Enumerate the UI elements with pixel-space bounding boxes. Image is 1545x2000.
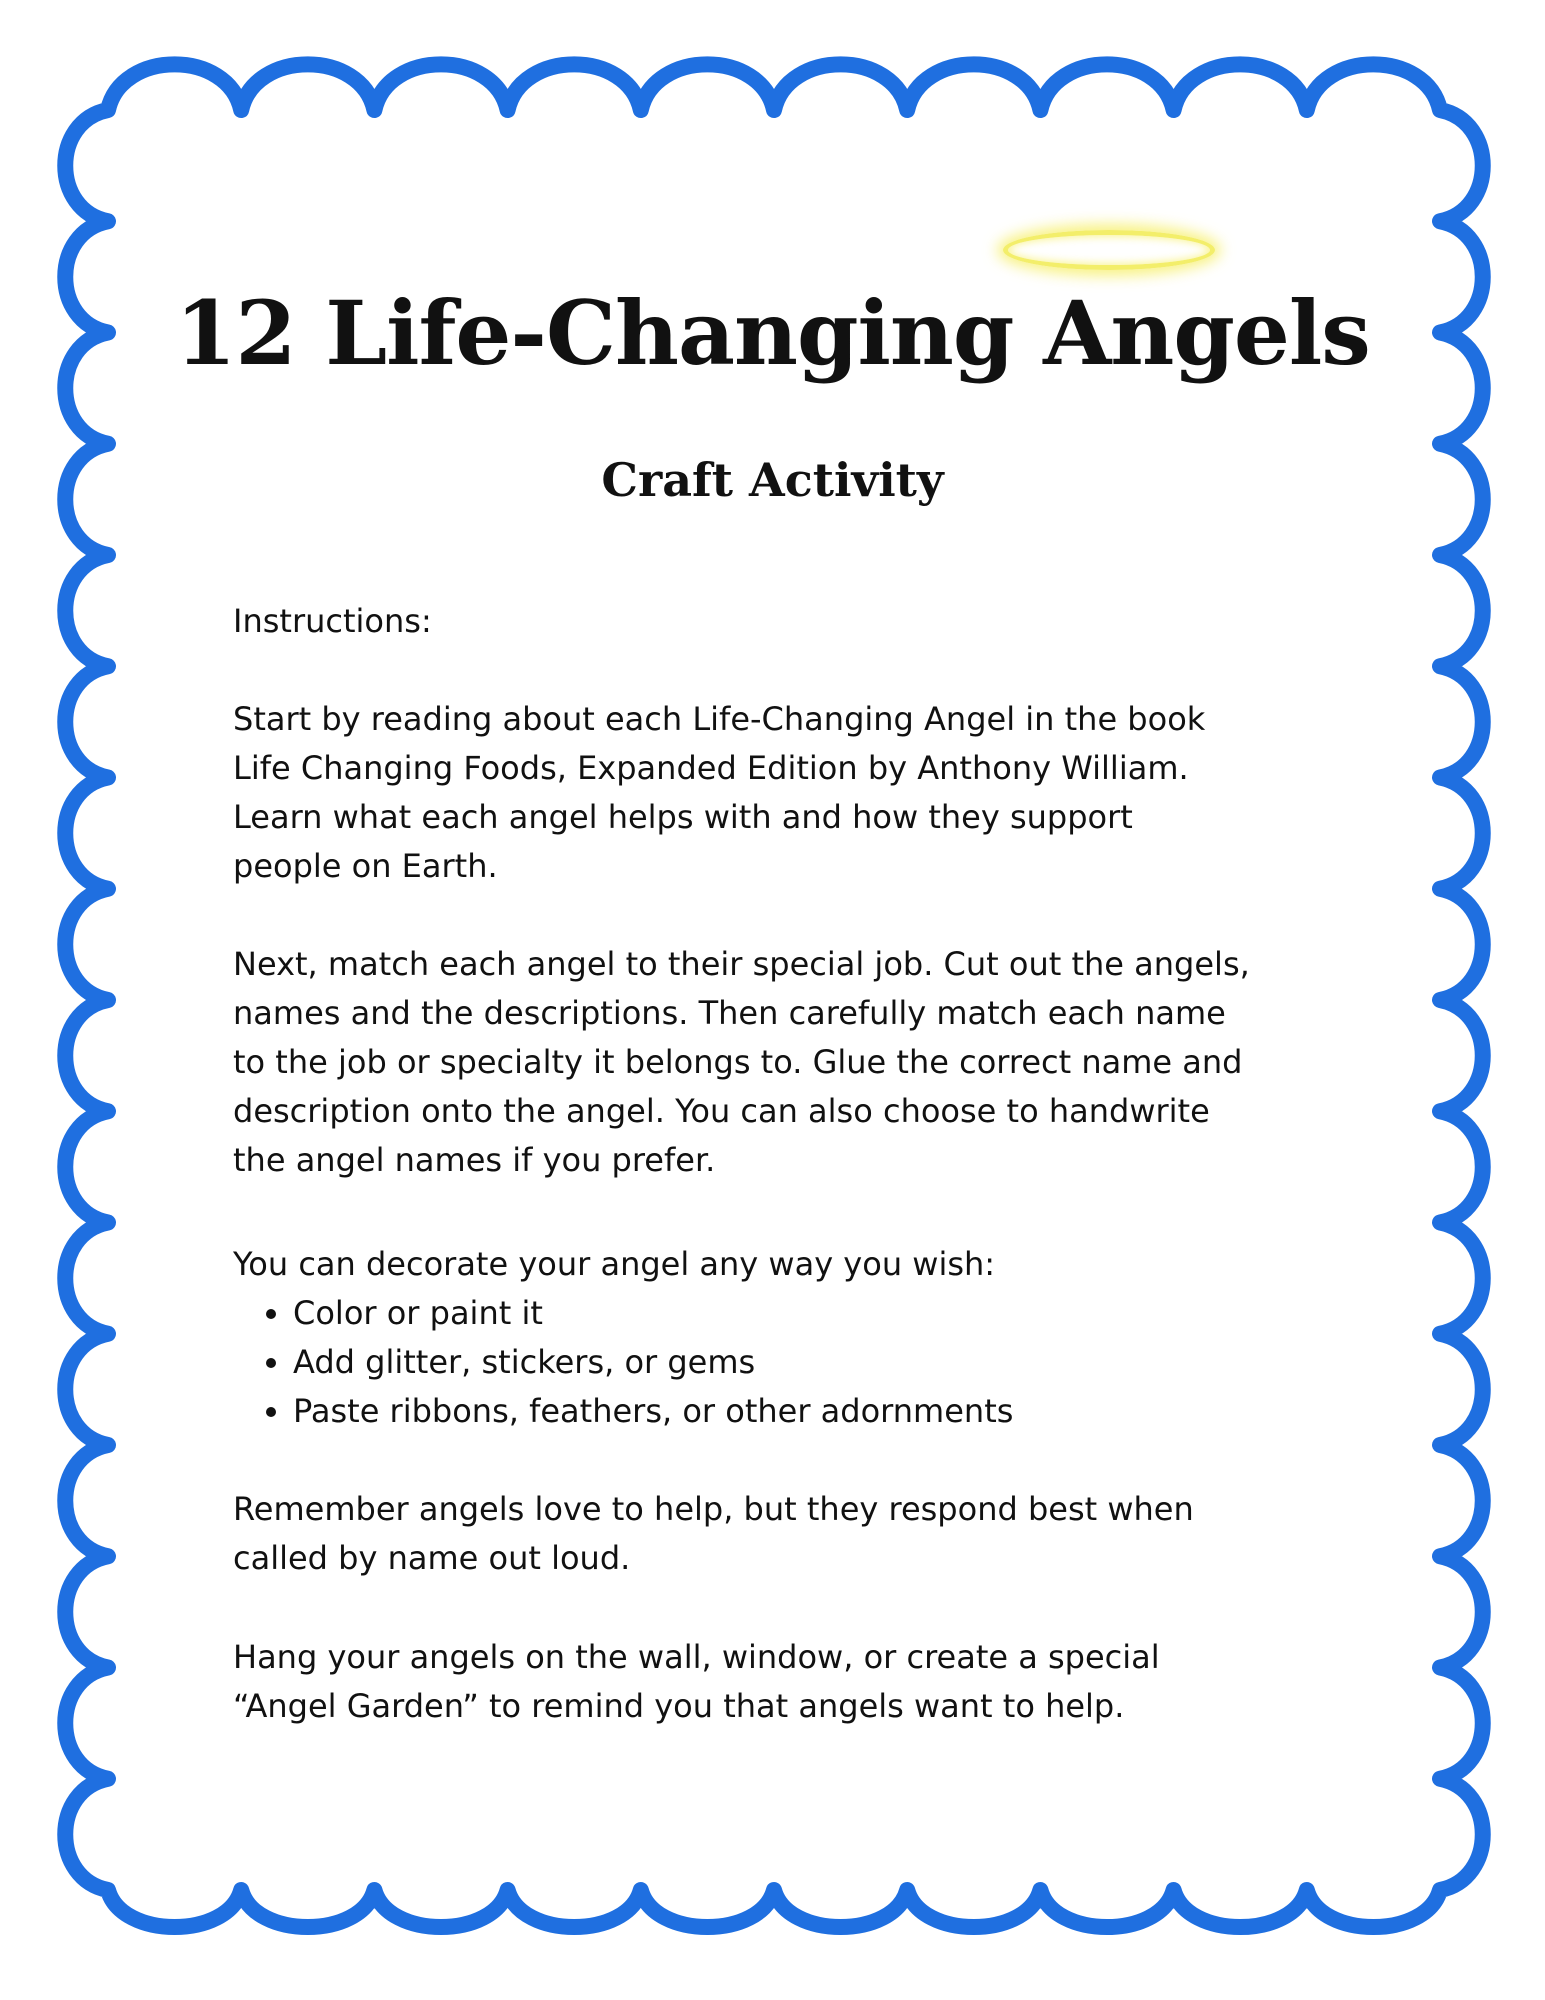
page-subtitle: Craft Activity <box>601 453 944 507</box>
paragraph-call-by-name <box>233 1485 1333 1583</box>
list-item: • Add glitter, stickers, or gems <box>293 1338 1013 1387</box>
paragraph-line: Learn what each angel helps with and how they support <box>233 798 1133 836</box>
paragraph-line: “Angel Garden” to remind you that angels want to help. <box>233 1687 1125 1725</box>
paragraph-line: names and the descriptions. Then carefully match each name <box>233 994 1226 1032</box>
paragraph-hang-angels <box>233 1633 1333 1731</box>
paragraph-line: to the job or specialty it belongs to. Glue the correct name and <box>233 1043 1243 1081</box>
paragraph-line: people on Earth. <box>233 847 498 885</box>
list-item: • Paste ribbons, feathers, or other adornments <box>293 1387 1013 1436</box>
paragraph-line: Life Changing Foods, Expanded Edition by Anthony William. <box>233 749 1189 787</box>
paragraph-line: called by name out loud. <box>233 1539 631 1577</box>
paragraph-line: description onto the angel. You can also choose to handwrite <box>233 1092 1210 1130</box>
paragraph-reading <box>233 695 1333 891</box>
paragraph-line: Hang your angels on the wall, window, or create a special <box>233 1638 1160 1676</box>
instructions-heading: Instructions: <box>233 602 432 640</box>
halo-icon <box>1003 230 1215 270</box>
paragraph-matching <box>233 940 1333 1185</box>
page-title: 12 Life-Changing Angels <box>175 281 1370 385</box>
paragraph-line: Remember angels love to help, but they respond best when <box>233 1490 1194 1528</box>
paragraph-line: Next, match each angel to their special job. Cut out the angels, <box>233 945 1250 983</box>
decorate-options-list <box>233 1289 1013 1436</box>
list-item: • Color or paint it <box>293 1289 1013 1338</box>
paragraph-line: Start by reading about each Life-Changing Angel in the book <box>233 700 1206 738</box>
paragraph-line: the angel names if you prefer. <box>233 1141 716 1179</box>
decorate-intro: You can decorate your angel any way you wish: <box>233 1245 996 1283</box>
